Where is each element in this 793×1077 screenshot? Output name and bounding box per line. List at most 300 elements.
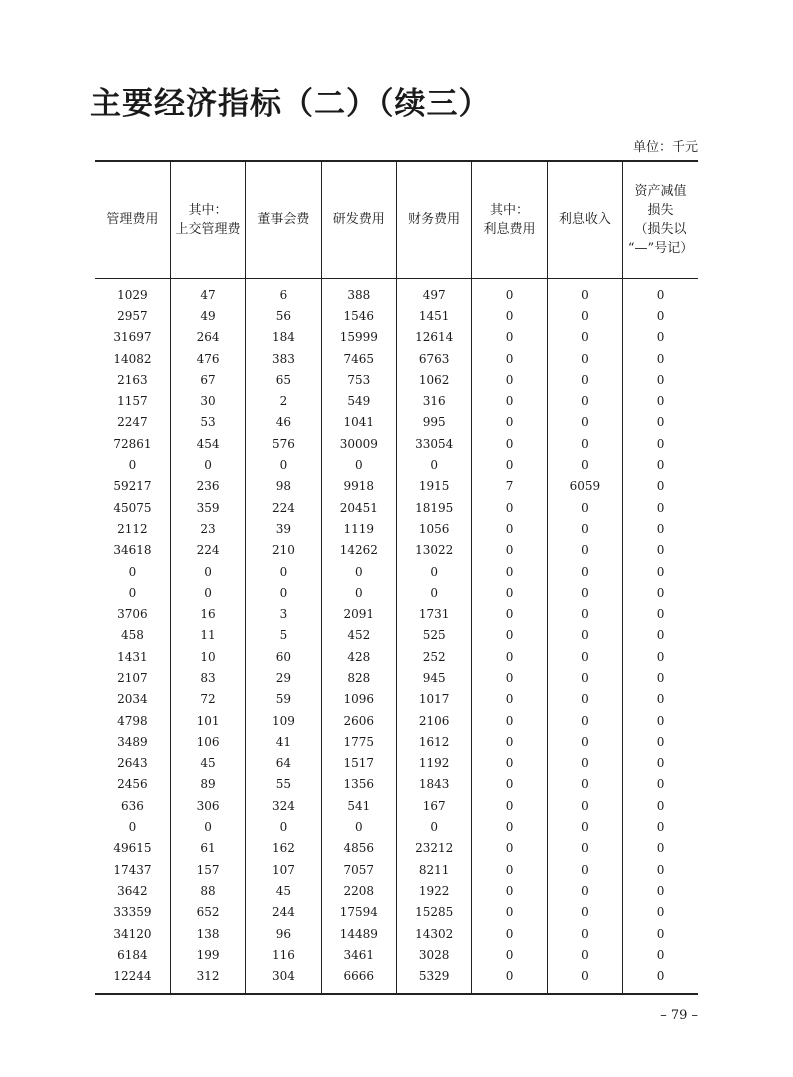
table-cell: 0 xyxy=(472,860,547,881)
table-row xyxy=(95,391,698,412)
page-number: – 79 – xyxy=(660,1008,698,1023)
table-cell: 7465 xyxy=(321,348,396,369)
table-cell: 224 xyxy=(170,540,245,561)
table-cell: 0 xyxy=(170,583,245,604)
table-row xyxy=(95,710,698,731)
table-cell: 6763 xyxy=(397,348,472,369)
table-cell: 324 xyxy=(246,796,321,817)
column-header: 其中： 利息费用 xyxy=(472,161,547,278)
table-cell: 1517 xyxy=(321,753,396,774)
table-cell: 0 xyxy=(397,817,472,838)
table-cell: 0 xyxy=(321,455,396,476)
table-row xyxy=(95,412,698,433)
table-cell: 45 xyxy=(170,753,245,774)
table-cell: 0 xyxy=(547,540,622,561)
table-cell: 0 xyxy=(472,455,547,476)
table-cell: 525 xyxy=(397,625,472,646)
table-cell: 7 xyxy=(472,476,547,497)
table-cell: 0 xyxy=(128,585,137,600)
table-cell: 0 xyxy=(623,945,698,966)
table-cell: 0 xyxy=(623,391,698,412)
table-cell: 138 xyxy=(170,923,245,944)
table-cell: 0 xyxy=(623,604,698,625)
table-cell: 0 xyxy=(321,561,396,582)
table-cell: 1775 xyxy=(321,732,396,753)
table-cell: 20451 xyxy=(321,497,396,518)
table-cell: 244 xyxy=(246,902,321,923)
table-cell: 0 xyxy=(472,902,547,923)
table-cell: 1546 xyxy=(321,306,396,327)
table-cell: 2106 xyxy=(397,710,472,731)
column-header: 财务费用 xyxy=(397,161,472,278)
table-cell: 0 xyxy=(397,455,472,476)
table-row xyxy=(95,625,698,646)
table-cell: 0 xyxy=(472,306,547,327)
table-cell: 11 xyxy=(170,625,245,646)
table-cell: 59217 xyxy=(113,479,152,494)
table-cell: 0 xyxy=(472,519,547,540)
table-cell: 72861 xyxy=(113,436,152,451)
table-cell: 945 xyxy=(397,668,472,689)
table-cell: 116 xyxy=(246,945,321,966)
table-cell: 541 xyxy=(321,796,396,817)
table-cell: 1017 xyxy=(397,689,472,710)
table-cell: 0 xyxy=(472,434,547,455)
table-cell: 167 xyxy=(397,796,472,817)
table-cell: 2957 xyxy=(117,308,148,323)
table-cell: 0 xyxy=(472,774,547,795)
table-row xyxy=(95,497,698,518)
table-cell: 383 xyxy=(246,348,321,369)
table-cell: 0 xyxy=(246,817,321,838)
table-cell: 89 xyxy=(170,774,245,795)
table-cell: 0 xyxy=(623,689,698,710)
table-cell: 45 xyxy=(246,881,321,902)
table-cell: 47 xyxy=(170,278,245,306)
table-cell: 0 xyxy=(547,455,622,476)
table-cell: 109 xyxy=(246,710,321,731)
table-row xyxy=(95,689,698,710)
table-cell: 1119 xyxy=(321,519,396,540)
table-cell: 2 xyxy=(246,391,321,412)
table-cell: 0 xyxy=(321,817,396,838)
table-row xyxy=(95,966,698,994)
table-cell: 101 xyxy=(170,710,245,731)
table-cell: 2112 xyxy=(117,521,148,536)
table-cell: 0 xyxy=(170,455,245,476)
table-cell: 0 xyxy=(170,561,245,582)
table-cell: 3028 xyxy=(397,945,472,966)
table-cell: 41 xyxy=(246,732,321,753)
table-row xyxy=(95,774,698,795)
table-row xyxy=(95,476,698,497)
table-cell: 0 xyxy=(547,306,622,327)
table-cell: 14262 xyxy=(321,540,396,561)
table-cell: 0 xyxy=(547,519,622,540)
table-cell: 828 xyxy=(321,668,396,689)
table-cell: 452 xyxy=(321,625,396,646)
table-cell: 236 xyxy=(170,476,245,497)
table-cell: 0 xyxy=(547,860,622,881)
table-cell: 1041 xyxy=(321,412,396,433)
table-cell: 6 xyxy=(246,278,321,306)
table-cell: 34618 xyxy=(113,543,152,558)
table-cell: 0 xyxy=(128,458,137,473)
table-cell: 33054 xyxy=(397,434,472,455)
table-cell: 96 xyxy=(246,923,321,944)
table-cell: 65 xyxy=(246,370,321,391)
table-cell: 0 xyxy=(547,881,622,902)
table-row xyxy=(95,583,698,604)
table-cell: 1431 xyxy=(117,649,148,664)
table-cell: 53 xyxy=(170,412,245,433)
table-cell: 0 xyxy=(623,902,698,923)
table-row xyxy=(95,647,698,668)
table-cell: 30009 xyxy=(321,434,396,455)
table-cell: 30 xyxy=(170,391,245,412)
table-cell: 0 xyxy=(623,625,698,646)
table-cell: 72 xyxy=(170,689,245,710)
table-cell: 1922 xyxy=(397,881,472,902)
table-cell: 17437 xyxy=(113,862,152,877)
table-cell: 0 xyxy=(623,348,698,369)
table-cell: 8211 xyxy=(397,860,472,881)
table-cell: 0 xyxy=(472,796,547,817)
table-cell: 995 xyxy=(397,412,472,433)
table-cell: 88 xyxy=(170,881,245,902)
table-cell: 2456 xyxy=(117,777,148,792)
table-cell: 0 xyxy=(472,348,547,369)
table-row xyxy=(95,796,698,817)
table-row xyxy=(95,923,698,944)
table-cell: 2643 xyxy=(117,756,148,771)
table-cell: 61 xyxy=(170,838,245,859)
table-cell: 2247 xyxy=(117,415,148,430)
table-cell: 0 xyxy=(623,412,698,433)
column-header: 董事会费 xyxy=(246,161,321,278)
table-body xyxy=(95,278,698,994)
table-cell: 106 xyxy=(170,732,245,753)
table-cell: 0 xyxy=(623,455,698,476)
table-cell: 264 xyxy=(170,327,245,348)
table-cell: 0 xyxy=(623,796,698,817)
table-cell: 2091 xyxy=(321,604,396,625)
table-cell: 316 xyxy=(397,391,472,412)
table-cell: 0 xyxy=(547,966,622,994)
table-cell: 7057 xyxy=(321,860,396,881)
table-cell: 3 xyxy=(246,604,321,625)
table-cell: 14489 xyxy=(321,923,396,944)
table-cell: 0 xyxy=(547,732,622,753)
table-cell: 0 xyxy=(623,647,698,668)
data-table-container xyxy=(95,160,698,995)
table-cell: 56 xyxy=(246,306,321,327)
table-cell: 0 xyxy=(623,476,698,497)
table-cell: 16 xyxy=(170,604,245,625)
table-cell: 0 xyxy=(623,668,698,689)
table-cell: 0 xyxy=(623,881,698,902)
table-cell: 3642 xyxy=(117,883,148,898)
table-cell: 0 xyxy=(472,732,547,753)
table-cell: 0 xyxy=(472,923,547,944)
table-cell: 0 xyxy=(246,455,321,476)
table-cell: 12244 xyxy=(95,966,170,994)
table-cell: 312 xyxy=(170,966,245,994)
table-cell: 0 xyxy=(472,370,547,391)
table-cell: 306 xyxy=(170,796,245,817)
table-cell: 39 xyxy=(246,519,321,540)
table-cell: 3489 xyxy=(117,734,148,749)
table-cell: 0 xyxy=(397,561,472,582)
table-cell: 0 xyxy=(547,796,622,817)
table-row xyxy=(95,306,698,327)
table-cell: 0 xyxy=(547,902,622,923)
table-cell: 0 xyxy=(547,838,622,859)
table-cell: 753 xyxy=(321,370,396,391)
table-row xyxy=(95,817,698,838)
table-cell: 10 xyxy=(170,647,245,668)
table-cell: 23212 xyxy=(397,838,472,859)
table-cell: 0 xyxy=(472,689,547,710)
table-cell: 5 xyxy=(246,625,321,646)
table-cell: 0 xyxy=(547,945,622,966)
table-cell: 1096 xyxy=(321,689,396,710)
table-cell: 0 xyxy=(321,583,396,604)
table-cell: 0 xyxy=(472,817,547,838)
table-cell: 0 xyxy=(472,838,547,859)
table-cell: 3706 xyxy=(117,607,148,622)
table-cell: 0 xyxy=(623,732,698,753)
table-cell: 0 xyxy=(472,540,547,561)
economic-indicators-table xyxy=(95,160,698,995)
table-row xyxy=(95,753,698,774)
table-cell: 199 xyxy=(170,945,245,966)
table-cell: 59 xyxy=(246,689,321,710)
table-cell: 0 xyxy=(623,774,698,795)
table-cell: 1192 xyxy=(397,753,472,774)
table-cell: 6666 xyxy=(321,966,396,994)
table-cell: 0 xyxy=(246,583,321,604)
table-row xyxy=(95,668,698,689)
table-row xyxy=(95,732,698,753)
table-cell: 6059 xyxy=(547,476,622,497)
table-cell: 0 xyxy=(623,434,698,455)
table-cell: 0 xyxy=(547,817,622,838)
header-row xyxy=(95,161,698,278)
table-cell: 2107 xyxy=(117,670,148,685)
page-title: 主要经济指标（二）（续三） xyxy=(90,86,491,122)
table-cell: 0 xyxy=(246,561,321,582)
table-cell: 0 xyxy=(623,278,698,306)
table-row xyxy=(95,519,698,540)
table-cell: 0 xyxy=(547,625,622,646)
table-row xyxy=(95,327,698,348)
table-cell: 0 xyxy=(547,370,622,391)
table-cell: 1356 xyxy=(321,774,396,795)
table-cell: 18195 xyxy=(397,497,472,518)
table-cell: 17594 xyxy=(321,902,396,923)
table-cell: 49615 xyxy=(113,841,152,856)
table-cell: 55 xyxy=(246,774,321,795)
table-cell: 0 xyxy=(623,327,698,348)
table-cell: 0 xyxy=(547,412,622,433)
column-header: 管理费用 xyxy=(95,161,170,278)
table-cell: 0 xyxy=(623,966,698,994)
table-cell: 0 xyxy=(547,710,622,731)
table-cell: 0 xyxy=(472,391,547,412)
table-cell: 0 xyxy=(472,668,547,689)
table-cell: 1029 xyxy=(117,287,148,302)
table-cell: 2163 xyxy=(117,372,148,387)
table-cell: 252 xyxy=(397,647,472,668)
table-cell: 0 xyxy=(623,817,698,838)
table-cell: 0 xyxy=(472,327,547,348)
table-cell: 0 xyxy=(547,774,622,795)
table-cell: 458 xyxy=(120,628,144,643)
table-cell: 0 xyxy=(170,817,245,838)
table-cell: 0 xyxy=(623,860,698,881)
table-cell: 4798 xyxy=(117,713,148,728)
table-cell: 0 xyxy=(472,966,547,994)
table-cell: 0 xyxy=(623,561,698,582)
table-cell: 0 xyxy=(623,838,698,859)
table-cell: 388 xyxy=(321,278,396,306)
table-cell: 0 xyxy=(472,625,547,646)
table-cell: 0 xyxy=(547,753,622,774)
table-cell: 652 xyxy=(170,902,245,923)
table-cell: 636 xyxy=(120,798,144,813)
table-cell: 0 xyxy=(547,278,622,306)
table-cell: 0 xyxy=(472,412,547,433)
table-cell: 34120 xyxy=(113,926,152,941)
table-cell: 0 xyxy=(472,604,547,625)
column-header: 研发费用 xyxy=(321,161,396,278)
table-cell: 4856 xyxy=(321,838,396,859)
table-row xyxy=(95,902,698,923)
table-cell: 15999 xyxy=(321,327,396,348)
table-cell: 162 xyxy=(246,838,321,859)
table-cell: 184 xyxy=(246,327,321,348)
table-cell: 14082 xyxy=(113,351,152,366)
table-cell: 0 xyxy=(472,647,547,668)
table-cell: 31697 xyxy=(113,330,152,345)
column-header: 资产减值 损失 （损失以 “—”号记） xyxy=(623,161,698,278)
table-cell: 33359 xyxy=(113,905,152,920)
table-cell: 0 xyxy=(128,820,137,835)
table-cell: 107 xyxy=(246,860,321,881)
table-row xyxy=(95,838,698,859)
table-cell: 157 xyxy=(170,860,245,881)
table-row xyxy=(95,945,698,966)
table-cell: 2034 xyxy=(117,692,148,707)
table-cell: 0 xyxy=(472,753,547,774)
table-cell: 67 xyxy=(170,370,245,391)
table-cell: 12614 xyxy=(397,327,472,348)
table-cell: 497 xyxy=(397,278,472,306)
table-cell: 1915 xyxy=(397,476,472,497)
table-cell: 0 xyxy=(547,561,622,582)
table-cell: 0 xyxy=(623,497,698,518)
table-cell: 13022 xyxy=(397,540,472,561)
table-cell: 1731 xyxy=(397,604,472,625)
table-cell: 0 xyxy=(547,604,622,625)
table-cell: 304 xyxy=(246,966,321,994)
table-cell: 0 xyxy=(472,497,547,518)
table-cell: 3461 xyxy=(321,945,396,966)
table-cell: 224 xyxy=(246,497,321,518)
unit-label: 单位：千元 xyxy=(632,140,698,155)
table-cell: 0 xyxy=(547,434,622,455)
table-row xyxy=(95,881,698,902)
table-cell: 0 xyxy=(472,945,547,966)
table-cell: 0 xyxy=(547,647,622,668)
table-cell: 98 xyxy=(246,476,321,497)
table-cell: 83 xyxy=(170,668,245,689)
table-cell: 1612 xyxy=(397,732,472,753)
table-cell: 0 xyxy=(547,583,622,604)
table-cell: 1157 xyxy=(117,394,148,409)
table-row xyxy=(95,604,698,625)
table-cell: 1062 xyxy=(397,370,472,391)
table-cell: 0 xyxy=(128,564,137,579)
table-cell: 0 xyxy=(623,519,698,540)
table-cell: 0 xyxy=(472,278,547,306)
column-header: 其中： 上交管理费 xyxy=(170,161,245,278)
table-cell: 0 xyxy=(623,306,698,327)
table-cell: 0 xyxy=(397,583,472,604)
table-row xyxy=(95,434,698,455)
table-cell: 60 xyxy=(246,647,321,668)
table-cell: 46 xyxy=(246,412,321,433)
table-row xyxy=(95,278,698,306)
table-cell: 0 xyxy=(547,923,622,944)
table-cell: 64 xyxy=(246,753,321,774)
table-row xyxy=(95,455,698,476)
table-cell: 0 xyxy=(623,370,698,391)
table-cell: 576 xyxy=(246,434,321,455)
table-cell: 0 xyxy=(547,348,622,369)
table-cell: 2208 xyxy=(321,881,396,902)
table-cell: 0 xyxy=(623,540,698,561)
column-header: 利息收入 xyxy=(547,161,622,278)
table-cell: 549 xyxy=(321,391,396,412)
table-cell: 0 xyxy=(623,753,698,774)
table-cell: 428 xyxy=(321,647,396,668)
table-cell: 5329 xyxy=(397,966,472,994)
table-cell: 210 xyxy=(246,540,321,561)
table-row xyxy=(95,348,698,369)
table-cell: 9918 xyxy=(321,476,396,497)
table-header xyxy=(95,161,698,278)
table-cell: 0 xyxy=(547,668,622,689)
table-row xyxy=(95,370,698,391)
table-cell: 0 xyxy=(472,710,547,731)
table-cell: 359 xyxy=(170,497,245,518)
table-cell: 1056 xyxy=(397,519,472,540)
table-cell: 45075 xyxy=(113,500,152,515)
table-cell: 476 xyxy=(170,348,245,369)
table-cell: 1451 xyxy=(397,306,472,327)
table-cell: 14302 xyxy=(397,923,472,944)
table-cell: 0 xyxy=(472,561,547,582)
table-cell: 1843 xyxy=(397,774,472,795)
table-cell: 0 xyxy=(472,583,547,604)
table-cell: 0 xyxy=(623,923,698,944)
table-cell: 0 xyxy=(623,710,698,731)
table-row xyxy=(95,561,698,582)
table-cell: 49 xyxy=(170,306,245,327)
table-cell: 0 xyxy=(547,689,622,710)
